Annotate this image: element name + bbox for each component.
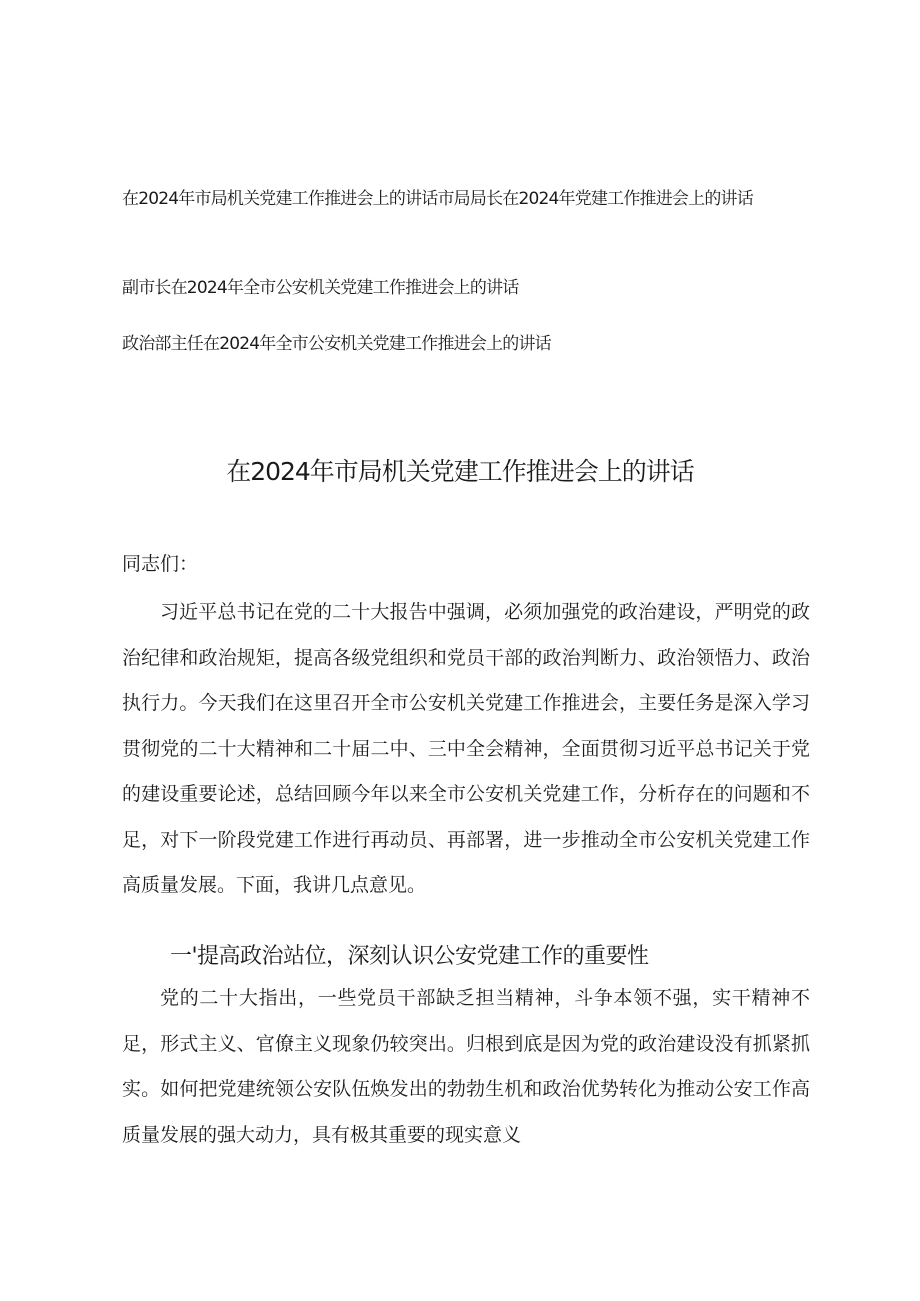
section-heading-1: 一'提高政治站位，深刻认识公安党建工作的重要性 bbox=[170, 944, 649, 969]
document-title: 在2024年市局机关党建工作推进会上的讲话 bbox=[226, 457, 694, 486]
salutation: 同志们： bbox=[122, 553, 199, 575]
paragraph-intro: 习近平总书记在党的二十大报告中强调，必须加强党的政治建设，严明党的政治纪律和政治规矩，提高各级党组织和党员干部的政治判断力、政治领悟力、政治执行力。今天我们在这里召开全市公安机关党建工作推进会，主要任务是深入学习贯彻党的二十大精神和二十届二中、三中全会精神，全面贯彻习近平总书记关于党的建设重要论述，总结回顾今年以来全市公安机关党建工作，分析存在的问题和不足，对下一阶段党建工作进行再动员、再部署，进一步推动全市公安机关党建工作高质量发展。下面，我讲几点意见。 bbox=[122, 601, 810, 896]
toc-item-1: 在2024年市局机关党建工作推进会上的讲话市局局长在2024年党建工作推进会上的讲话 bbox=[122, 189, 753, 209]
toc-item-3: 政治部主任在2024年全市公安机关党建工作推进会上的讲话 bbox=[122, 334, 551, 354]
paragraph-section-1: 党的二十大指出，一些党员干部缺乏担当精神，斗争本领不强，实干精神不足，形式主义、官僚主义现象仍较突出。归根到底是因为党的政治建设没有抓紧抓实。如何把党建统领公安队伍焕发出的勃勃生机和政治优势转化为推动公安工作高质量发展的强大动力，具有极其重要的现实意义 bbox=[122, 987, 810, 1146]
toc-item-2: 副市长在2024年全市公安机关党建工作推进会上的讲话 bbox=[122, 278, 519, 298]
